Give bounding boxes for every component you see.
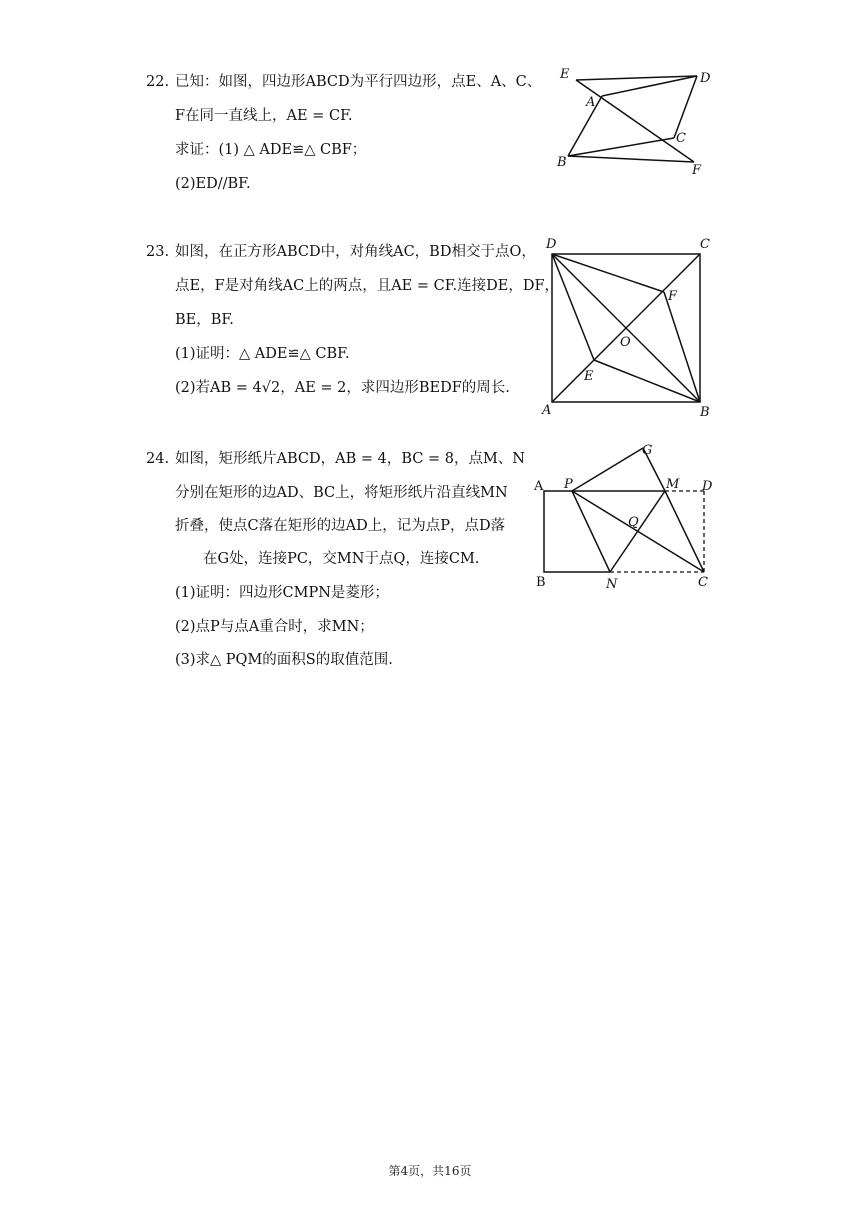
- problem-24-line-1: 如图，矩形纸片ABCD，AB = 4，BC = 8，点M、N: [175, 451, 525, 467]
- problem-22-line-2: F在同一直线上，AE = CF.: [175, 108, 353, 124]
- figure-24-label-q: Q: [628, 515, 639, 530]
- figure-24-label-a: A: [534, 479, 544, 494]
- figure-24-label-b: B: [536, 575, 546, 590]
- figure-23-label-o: O: [620, 335, 631, 350]
- figure-24-label-p: P: [564, 477, 573, 492]
- figure-22-label-f: F: [692, 163, 702, 178]
- problem-24-line-5: (1)证明：四边形CMPN是菱形；: [175, 585, 389, 601]
- problem-24-line-4: 在G处，连接PC，交MN于点Q，连接CM.: [203, 551, 480, 567]
- problem-23-line-3: BE，BF.: [175, 312, 234, 328]
- figure-24-label-n: N: [606, 577, 618, 592]
- problem-22-line-1: 已知：如图，四边形ABCD为平行四边形，点E、A、C、: [175, 74, 542, 90]
- problem-24-line-2: 分别在矩形的边AD、BC上，将矩形纸片沿直线MN: [175, 485, 508, 501]
- problem-23-line-2: 点E，F是对角线AC上的两点，且AE = CF.连接DE，DF，: [175, 278, 560, 294]
- problem-23-number: 23.: [146, 244, 170, 260]
- figure-24-label-c: C: [698, 575, 708, 590]
- figure-22-label-a: A: [586, 95, 596, 110]
- figure-23-label-b: B: [700, 405, 710, 420]
- figure-22-label-c: C: [676, 131, 686, 146]
- problem-22-line-3: 求证：(1) △ ADE≌△ CBF；: [175, 142, 367, 158]
- figure-24-label-m: M: [666, 477, 680, 492]
- figure-23-label-a: A: [542, 403, 552, 418]
- problem-24-number: 24.: [146, 451, 170, 467]
- problem-24-line-7: (3)求△ PQM的面积S的取值范围.: [175, 652, 393, 668]
- figure-23-square: [538, 234, 720, 420]
- problem-22-number: 22.: [146, 74, 170, 90]
- figure-22-label-d: D: [700, 71, 711, 86]
- problem-24-line-3: 折叠，使点C落在矩形的边AD上，记为点P，点D落: [175, 518, 506, 534]
- figure-23-label-d: D: [546, 237, 557, 252]
- figure-22-label-e: E: [560, 67, 570, 82]
- problem-24-line-6: (2)点P与点A重合时，求MN；: [175, 619, 374, 635]
- figure-22-parallelogram: [552, 60, 722, 180]
- figure-23-label-f: F: [668, 289, 678, 304]
- figure-23-label-e: E: [584, 369, 594, 384]
- figure-22-label-b: B: [557, 155, 567, 170]
- problem-23-line-4: (1)证明：△ ADE≌△ CBF.: [175, 346, 350, 362]
- figure-23-label-c: C: [700, 237, 710, 252]
- figure-24-label-g: G: [642, 443, 653, 458]
- figure-24-label-d: D: [702, 479, 713, 494]
- page-footer: 第4页，共16页: [388, 1164, 472, 1178]
- figure-24-rectangle-fold: [530, 438, 722, 594]
- problem-23-line-1: 如图，在正方形ABCD中，对角线AC，BD相交于点O，: [175, 244, 536, 260]
- problem-23-line-5: (2)若AB = 4√2，AE = 2，求四边形BEDF的周长.: [175, 380, 510, 396]
- problem-22-line-4: (2)ED//BF.: [175, 176, 251, 192]
